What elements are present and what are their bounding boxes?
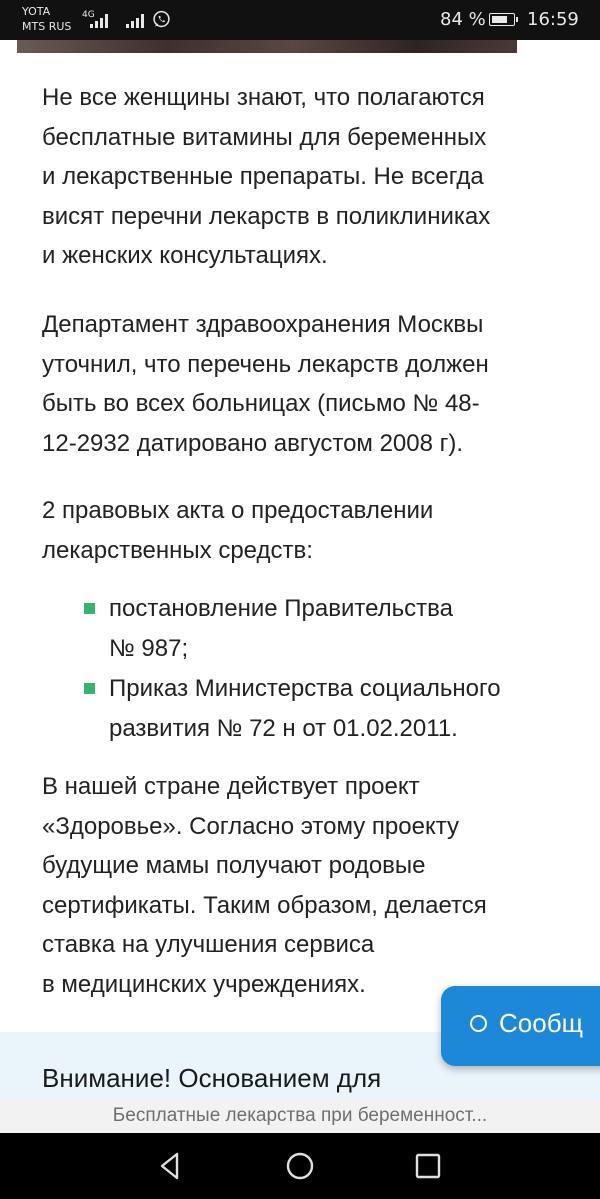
back-icon[interactable] — [155, 1150, 187, 1182]
status-dot-icon — [470, 1015, 487, 1032]
battery-icon — [489, 13, 515, 26]
signal-icon — [90, 12, 112, 28]
paragraph-line: быть во всех больницах (письмо № 48- — [42, 390, 480, 417]
list-item-text — [109, 589, 453, 668]
status-bar — [0, 0, 600, 40]
network-type: 4G — [82, 10, 95, 20]
paragraph-line: сертификаты. Таким образом, делается — [42, 891, 487, 919]
home-icon[interactable] — [284, 1150, 316, 1182]
paragraph-line: в медицинских учреждениях. — [42, 970, 366, 998]
list-item-line: № 987; — [109, 634, 189, 662]
recent-apps-icon[interactable] — [412, 1150, 444, 1182]
battery-percentage: 84 % — [440, 9, 486, 30]
paragraph-line: лекарственных средств: — [42, 536, 313, 564]
list-item-line: Приказ Министерства социального — [109, 675, 501, 702]
paragraph — [42, 767, 562, 1004]
message-button[interactable] — [441, 986, 600, 1066]
bullet-marker — [84, 683, 95, 694]
paragraph-line: ставка на улучшения сервиса — [42, 931, 375, 958]
page-title-bar[interactable] — [0, 1099, 600, 1133]
whatsapp-icon — [152, 10, 171, 29]
paragraph-line: 12-2932 датировано августом 2008 г). — [42, 429, 464, 457]
paragraph-line: Департамент здравоохранения Москвы — [42, 311, 484, 338]
paragraph-line: «Здоровье». Согласно этому проекту — [42, 812, 459, 840]
paragraph-line: В нашей стране действует проект — [42, 773, 420, 800]
paragraph-line: и лекарственные препараты. Не всегда — [42, 163, 484, 190]
clock: 16:59 — [527, 9, 579, 30]
paragraph-line: Не все женщины знают, что полагаются — [42, 84, 485, 111]
paragraph-line: 2 правовых акта о предоставлении — [42, 497, 434, 524]
paragraph-line: висят перечни лекарств в поликлиниках — [42, 202, 491, 230]
bullet-marker — [84, 603, 95, 614]
paragraph — [42, 78, 562, 276]
paragraph — [42, 491, 562, 570]
list-item-line: постановление Правительства — [109, 595, 453, 622]
paragraph-line: и женских консультациях. — [42, 242, 328, 269]
paragraph-line: будущие мамы получают родовые — [42, 852, 426, 879]
paragraph — [42, 305, 562, 463]
paragraph-line: бесплатные витамины для беременных — [42, 123, 487, 151]
paragraph-line: уточнил, что перечень лекарств должен — [42, 350, 489, 378]
navigation-bar — [0, 1133, 600, 1199]
list-item-line: развития № 72 н от 01.02.2011. — [109, 714, 458, 742]
list-item-text — [109, 669, 501, 748]
message-button-label: Сообщ — [499, 1008, 583, 1038]
notice-title: Внимание! Основанием для — [42, 1063, 382, 1093]
page-title: Бесплатные лекарства при беременност... — [112, 1105, 488, 1126]
carrier-name: MTS RUS — [22, 20, 72, 33]
article-image — [17, 40, 517, 53]
signal-icon — [126, 12, 148, 28]
carrier-name: YOTA — [22, 5, 51, 18]
